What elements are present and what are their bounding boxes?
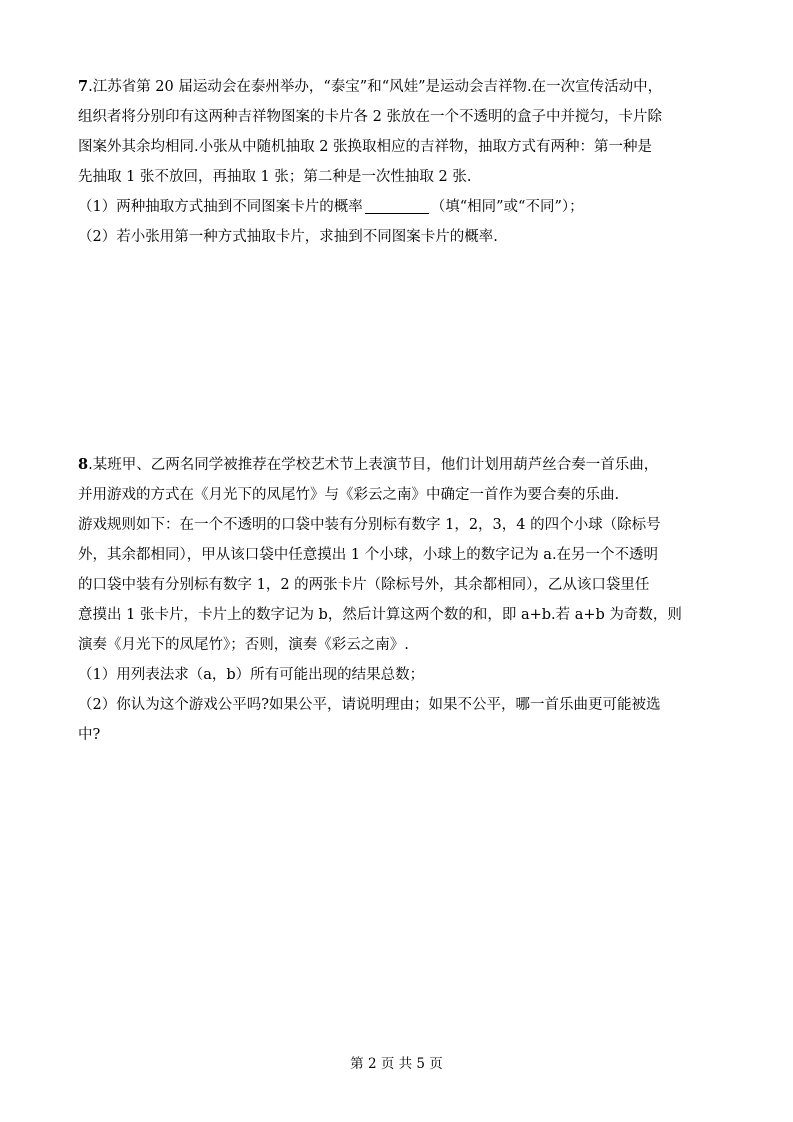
question-7-part-1-hint: （填“相同”或“不同”）； bbox=[430, 199, 584, 215]
question-8-line-2: 并用游戏的方式在《月光下的凤尾竹》与《彩云之南》中确定一首作为要合奏的乐曲. bbox=[78, 487, 620, 503]
question-8-line-7: 演奏《月光下的凤尾竹》；否则，演奏《彩云之南》. bbox=[78, 637, 409, 653]
question-7 bbox=[78, 72, 718, 252]
question-7-part-2: （2）若小张用第一种方式抽取卡片，求抽到不同图案卡片的概率. bbox=[78, 229, 498, 245]
question-7-text: .江苏省第 20 届运动会在泰州举办，“泰宝”和“风娃”是运动会吉祥物.在一次宣传活动中， bbox=[88, 79, 663, 95]
question-7-line-4: 先抽取 1 张不放回，再抽取 1 张；第二种是一次性抽取 2 张. bbox=[78, 169, 472, 185]
question-7-line-1 bbox=[78, 72, 718, 102]
question-7-number: 7 bbox=[78, 78, 89, 95]
question-7-line-2: 组织者将分别印有这两种吉祥物图案的卡片各 2 张放在一个不透明的盒子中并搅匀，卡片除 bbox=[78, 109, 662, 125]
question-8-part-2-cont: 中? bbox=[78, 727, 101, 743]
question-7-line-3: 图案外其余均相同.小张从中随机抽取 2 张换取相应的吉祥物，抽取方式有两种：第一种是 bbox=[78, 139, 653, 155]
question-7-part-1 bbox=[78, 192, 718, 222]
page-number-footer: 第 2 页 共 5 页 bbox=[350, 1056, 443, 1072]
answer-blank[interactable] bbox=[365, 197, 429, 214]
question-8-part-2: （2）你认为这个游戏公平吗?如果公平，请说明理由；如果不公平，哪一首乐曲更可能被选 bbox=[78, 697, 661, 713]
question-8-line-3: 游戏规则如下：在一个不透明的口袋中装有分别标有数字 1，2，3，4 的四个小球（除标号 bbox=[78, 517, 661, 533]
question-8-line-6: 意摸出 1 张卡片，卡片上的数字记为 b，然后计算这两个数的和，即 a+b.若 a+b 为奇数，则 bbox=[78, 607, 682, 623]
question-8-line-1 bbox=[78, 450, 718, 480]
question-7-part-1-text: （1）两种抽取方式抽到不同图案卡片的概率 bbox=[78, 199, 363, 215]
question-8 bbox=[78, 450, 718, 750]
question-8-number: 8 bbox=[78, 456, 89, 473]
question-8-line-4: 外，其余都相同），甲从该口袋中任意摸出 1 个小球，小球上的数字记为 a.在另一个不透明 bbox=[78, 547, 659, 563]
question-8-line-5: 的口袋中装有分别标有数字 1，2 的两张卡片（除标号外，其余都相同），乙从该口袋里任 bbox=[78, 577, 650, 593]
question-8-text: .某班甲、乙两名同学被推荐在学校艺术节上表演节目，他们计划用葫芦丝合奏一首乐曲， bbox=[88, 457, 659, 473]
question-8-part-1: （1）用列表法求（a，b）所有可能出现的结果总数； bbox=[78, 667, 425, 683]
